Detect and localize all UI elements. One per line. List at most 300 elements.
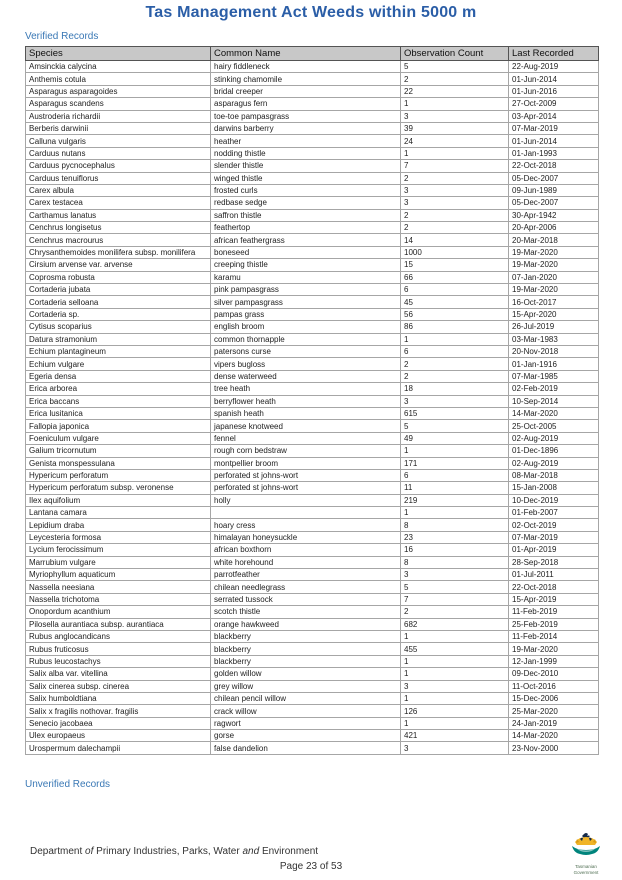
page-number: Page 23 of 53: [279, 861, 343, 872]
last-recorded-cell: 01-Jun-2016: [509, 85, 599, 97]
common-name-cell: chilean pencil willow: [211, 692, 401, 704]
last-recorded-cell: 11-Feb-2014: [509, 630, 599, 642]
table-row: [26, 209, 599, 221]
table-header-row: [26, 47, 599, 61]
table-row: [26, 593, 599, 605]
unverified-records-link[interactable]: Unverified Records: [25, 779, 111, 790]
last-recorded-cell: 01-Jun-2014: [509, 135, 599, 147]
weeds-table: [25, 46, 599, 755]
last-recorded-cell: 20-Nov-2018: [509, 345, 599, 357]
last-recorded-cell: 20-Mar-2018: [509, 234, 599, 246]
last-recorded-cell: 20-Apr-2006: [509, 222, 599, 234]
species-cell: Genista monspessulana: [26, 457, 211, 469]
species-cell: Salix cinerea subsp. cinerea: [26, 680, 211, 692]
last-recorded-cell: 12-Jan-1999: [509, 655, 599, 667]
weeds-table-body: [26, 61, 599, 755]
column-header-species: Species: [26, 47, 211, 61]
common-name-cell: common thornapple: [211, 333, 401, 345]
common-name-cell: hairy fiddleneck: [211, 61, 401, 73]
table-row: [26, 122, 599, 134]
species-cell: Urospermum dalechampii: [26, 742, 211, 754]
observation-count-cell: 7: [401, 593, 509, 605]
table-row: [26, 85, 599, 97]
last-recorded-cell: 07-Mar-1985: [509, 370, 599, 382]
verified-records-link[interactable]: Verified Records: [25, 31, 99, 42]
table-row: [26, 197, 599, 209]
species-cell: Amsinckia calycina: [26, 61, 211, 73]
last-recorded-cell: 23-Nov-2000: [509, 742, 599, 754]
table-row: [26, 581, 599, 593]
last-recorded-cell: 25-Feb-2019: [509, 618, 599, 630]
observation-count-cell: 1: [401, 655, 509, 667]
table-row: [26, 680, 599, 692]
species-cell: Rubus anglocandicans: [26, 630, 211, 642]
species-cell: Austroderia richardii: [26, 110, 211, 122]
table-row: [26, 544, 599, 556]
species-cell: Ilex aquifolium: [26, 494, 211, 506]
species-cell: Carthamus lanatus: [26, 209, 211, 221]
observation-count-cell: 8: [401, 556, 509, 568]
last-recorded-cell: 15-Dec-2006: [509, 692, 599, 704]
observation-count-cell: 1: [401, 668, 509, 680]
species-cell: Salix x fragilis nothovar. fragilis: [26, 705, 211, 717]
observation-count-cell: 1: [401, 717, 509, 729]
species-cell: Asparagus asparagoides: [26, 85, 211, 97]
species-cell: Cenchrus macrourus: [26, 234, 211, 246]
last-recorded-cell: 15-Apr-2019: [509, 593, 599, 605]
last-recorded-cell: 02-Aug-2019: [509, 457, 599, 469]
species-cell: Carex albula: [26, 184, 211, 196]
common-name-cell: patersons curse: [211, 345, 401, 357]
species-cell: Lycium ferocissimum: [26, 544, 211, 556]
common-name-cell: false dandelion: [211, 742, 401, 754]
common-name-cell: tree heath: [211, 383, 401, 395]
observation-count-cell: 15: [401, 259, 509, 271]
observation-count-cell: 5: [401, 420, 509, 432]
table-row: [26, 692, 599, 704]
species-cell: Leycesteria formosa: [26, 531, 211, 543]
observation-count-cell: 6: [401, 469, 509, 481]
last-recorded-cell: 16-Oct-2017: [509, 296, 599, 308]
common-name-cell: redbase sedge: [211, 197, 401, 209]
table-row: [26, 61, 599, 73]
common-name-cell: hoary cress: [211, 519, 401, 531]
observation-count-cell: 1: [401, 630, 509, 642]
common-name-cell: fennel: [211, 432, 401, 444]
footer-dept-of: of: [85, 846, 94, 857]
common-name-cell: berryflower heath: [211, 395, 401, 407]
species-cell: Nassella trichotoma: [26, 593, 211, 605]
logo-text-line1: Tasmanian: [575, 864, 597, 869]
observation-count-cell: 219: [401, 494, 509, 506]
table-row: [26, 172, 599, 184]
species-cell: Galium tricornutum: [26, 445, 211, 457]
species-cell: Nassella neesiana: [26, 581, 211, 593]
observation-count-cell: 2: [401, 222, 509, 234]
last-recorded-cell: 01-Jul-2011: [509, 569, 599, 581]
last-recorded-cell: 07-Mar-2019: [509, 531, 599, 543]
observation-count-cell: 1: [401, 445, 509, 457]
last-recorded-cell: 07-Mar-2019: [509, 122, 599, 134]
last-recorded-cell: 28-Sep-2018: [509, 556, 599, 568]
last-recorded-cell: 14-Mar-2020: [509, 730, 599, 742]
species-cell: Rubus leucostachys: [26, 655, 211, 667]
species-cell: Coprosma robusta: [26, 271, 211, 283]
table-row: [26, 234, 599, 246]
common-name-cell: scotch thistle: [211, 606, 401, 618]
species-cell: Erica lusitanica: [26, 407, 211, 419]
common-name-cell: asparagus fern: [211, 98, 401, 110]
species-cell: Cytisus scoparius: [26, 321, 211, 333]
column-header-last-recorded: Last Recorded: [509, 47, 599, 61]
table-row: [26, 259, 599, 271]
footer-dept-text: Environment: [259, 846, 319, 857]
table-row: [26, 457, 599, 469]
table-row: [26, 98, 599, 110]
table-row: [26, 519, 599, 531]
observation-count-cell: 86: [401, 321, 509, 333]
common-name-cell: rough corn bedstraw: [211, 445, 401, 457]
species-cell: Fallopia japonica: [26, 420, 211, 432]
last-recorded-cell: 01-Apr-2019: [509, 544, 599, 556]
common-name-cell: vipers bugloss: [211, 358, 401, 370]
common-name-cell: winged thistle: [211, 172, 401, 184]
observation-count-cell: 2: [401, 172, 509, 184]
common-name-cell: chilean needlegrass: [211, 581, 401, 593]
species-cell: Salix alba var. vitellina: [26, 668, 211, 680]
observation-count-cell: 3: [401, 680, 509, 692]
observation-count-cell: 1: [401, 333, 509, 345]
species-cell: Myriophyllum aquaticum: [26, 569, 211, 581]
species-cell: Cenchrus longisetus: [26, 222, 211, 234]
table-row: [26, 135, 599, 147]
last-recorded-cell: 22-Aug-2019: [509, 61, 599, 73]
last-recorded-cell: 26-Jul-2019: [509, 321, 599, 333]
observation-count-cell: 8: [401, 519, 509, 531]
page-title: Tas Management Act Weeds within 5000 m: [145, 4, 477, 21]
common-name-cell: boneseed: [211, 246, 401, 258]
observation-count-cell: 24: [401, 135, 509, 147]
last-recorded-cell: 19-Mar-2020: [509, 643, 599, 655]
footer-dept-and: and: [242, 846, 260, 857]
common-name-cell: blackberry: [211, 655, 401, 667]
common-name-cell: spanish heath: [211, 407, 401, 419]
last-recorded-cell: 03-Mar-1983: [509, 333, 599, 345]
common-name-cell: [211, 507, 401, 519]
common-name-cell: serrated tussock: [211, 593, 401, 605]
common-name-cell: pink pampasgrass: [211, 284, 401, 296]
table-row: [26, 445, 599, 457]
last-recorded-cell: 01-Jan-1993: [509, 147, 599, 159]
species-cell: Lantana camara: [26, 507, 211, 519]
species-cell: Onopordum acanthium: [26, 606, 211, 618]
common-name-cell: slender thistle: [211, 160, 401, 172]
common-name-cell: english broom: [211, 321, 401, 333]
species-cell: Cortaderia selloana: [26, 296, 211, 308]
common-name-cell: african feathergrass: [211, 234, 401, 246]
species-cell: Foeniculum vulgare: [26, 432, 211, 444]
species-cell: Marrubium vulgare: [26, 556, 211, 568]
last-recorded-cell: 22-Oct-2018: [509, 160, 599, 172]
common-name-cell: japanese knotweed: [211, 420, 401, 432]
common-name-cell: stinking chamomile: [211, 73, 401, 85]
table-row: [26, 284, 599, 296]
species-cell: Berberis darwinii: [26, 122, 211, 134]
table-row: [26, 655, 599, 667]
common-name-cell: heather: [211, 135, 401, 147]
table-row: [26, 531, 599, 543]
species-cell: Asparagus scandens: [26, 98, 211, 110]
table-row: [26, 742, 599, 754]
common-name-cell: african boxthorn: [211, 544, 401, 556]
last-recorded-cell: 19-Mar-2020: [509, 284, 599, 296]
common-name-cell: white horehound: [211, 556, 401, 568]
table-row: [26, 420, 599, 432]
last-recorded-cell: 24-Jan-2019: [509, 717, 599, 729]
observation-count-cell: 56: [401, 308, 509, 320]
common-name-cell: silver pampasgrass: [211, 296, 401, 308]
observation-count-cell: 45: [401, 296, 509, 308]
table-row: [26, 507, 599, 519]
species-cell: Echium plantagineum: [26, 345, 211, 357]
table-row: [26, 395, 599, 407]
column-header-common-name: Common Name: [211, 47, 401, 61]
last-recorded-cell: 05-Dec-2007: [509, 197, 599, 209]
table-row: [26, 73, 599, 85]
species-cell: Cortaderia jubata: [26, 284, 211, 296]
logo-text-line2: Government: [573, 869, 599, 875]
table-row: [26, 569, 599, 581]
observation-count-cell: 2: [401, 209, 509, 221]
observation-count-cell: 2: [401, 358, 509, 370]
last-recorded-cell: 05-Dec-2007: [509, 172, 599, 184]
table-row: [26, 730, 599, 742]
table-row: [26, 370, 599, 382]
last-recorded-cell: 01-Jun-2014: [509, 73, 599, 85]
common-name-cell: parrotfeather: [211, 569, 401, 581]
last-recorded-cell: 19-Mar-2020: [509, 246, 599, 258]
species-cell: Erica arborea: [26, 383, 211, 395]
observation-count-cell: 16: [401, 544, 509, 556]
species-cell: Carduus pycnocephalus: [26, 160, 211, 172]
common-name-cell: blackberry: [211, 630, 401, 642]
last-recorded-cell: 30-Apr-1942: [509, 209, 599, 221]
common-name-cell: perforated st johns-wort: [211, 482, 401, 494]
species-cell: Ulex europaeus: [26, 730, 211, 742]
last-recorded-cell: 02-Oct-2019: [509, 519, 599, 531]
observation-count-cell: 3: [401, 110, 509, 122]
common-name-cell: frosted curls: [211, 184, 401, 196]
species-cell: Carduus nutans: [26, 147, 211, 159]
common-name-cell: pampas grass: [211, 308, 401, 320]
species-cell: Chrysanthemoides monilifera subsp. monilifera: [26, 246, 211, 258]
last-recorded-cell: 03-Apr-2014: [509, 110, 599, 122]
common-name-cell: toe-toe pampasgrass: [211, 110, 401, 122]
observation-count-cell: 1000: [401, 246, 509, 258]
observation-count-cell: 1: [401, 507, 509, 519]
last-recorded-cell: 19-Mar-2020: [509, 259, 599, 271]
species-cell: Erica baccans: [26, 395, 211, 407]
common-name-cell: orange hawkweed: [211, 618, 401, 630]
table-row: [26, 308, 599, 320]
table-row: [26, 668, 599, 680]
table-row: [26, 618, 599, 630]
observation-count-cell: 5: [401, 581, 509, 593]
common-name-cell: darwins barberry: [211, 122, 401, 134]
observation-count-cell: 3: [401, 197, 509, 209]
common-name-cell: nodding thistle: [211, 147, 401, 159]
species-cell: Cirsium arvense var. arvense: [26, 259, 211, 271]
species-cell: Salix humboldtiana: [26, 692, 211, 704]
tasmanian-government-logo: [562, 833, 610, 875]
observation-count-cell: 2: [401, 606, 509, 618]
table-row: [26, 271, 599, 283]
table-row: [26, 469, 599, 481]
common-name-cell: golden willow: [211, 668, 401, 680]
species-cell: Echium vulgare: [26, 358, 211, 370]
table-row: [26, 296, 599, 308]
last-recorded-cell: 09-Jun-1989: [509, 184, 599, 196]
species-cell: Datura stramonium: [26, 333, 211, 345]
last-recorded-cell: 15-Apr-2020: [509, 308, 599, 320]
table-row: [26, 345, 599, 357]
observation-count-cell: 5: [401, 61, 509, 73]
common-name-cell: blackberry: [211, 643, 401, 655]
observation-count-cell: 126: [401, 705, 509, 717]
last-recorded-cell: 02-Feb-2019: [509, 383, 599, 395]
table-row: [26, 160, 599, 172]
species-cell: Carduus tenuiflorus: [26, 172, 211, 184]
table-row: [26, 643, 599, 655]
table-row: [26, 630, 599, 642]
last-recorded-cell: 10-Sep-2014: [509, 395, 599, 407]
species-cell: Lepidium draba: [26, 519, 211, 531]
table-row: [26, 556, 599, 568]
common-name-cell: montpellier broom: [211, 457, 401, 469]
table-row: [26, 222, 599, 234]
common-name-cell: gorse: [211, 730, 401, 742]
table-row: [26, 432, 599, 444]
last-recorded-cell: 11-Feb-2019: [509, 606, 599, 618]
observation-count-cell: 421: [401, 730, 509, 742]
table-row: [26, 383, 599, 395]
observation-count-cell: 49: [401, 432, 509, 444]
common-name-cell: karamu: [211, 271, 401, 283]
table-row: [26, 482, 599, 494]
species-cell: Senecio jacobaea: [26, 717, 211, 729]
observation-count-cell: 18: [401, 383, 509, 395]
last-recorded-cell: 09-Dec-2010: [509, 668, 599, 680]
observation-count-cell: 455: [401, 643, 509, 655]
observation-count-cell: 11: [401, 482, 509, 494]
observation-count-cell: 3: [401, 569, 509, 581]
table-row: [26, 358, 599, 370]
species-cell: Egeria densa: [26, 370, 211, 382]
table-row: [26, 246, 599, 258]
observation-count-cell: 1: [401, 98, 509, 110]
observation-count-cell: 171: [401, 457, 509, 469]
last-recorded-cell: 01-Jan-1916: [509, 358, 599, 370]
last-recorded-cell: 25-Oct-2005: [509, 420, 599, 432]
common-name-cell: dense waterweed: [211, 370, 401, 382]
species-cell: Hypericum perforatum: [26, 469, 211, 481]
last-recorded-cell: 07-Jan-2020: [509, 271, 599, 283]
observation-count-cell: 6: [401, 284, 509, 296]
last-recorded-cell: 25-Mar-2020: [509, 705, 599, 717]
common-name-cell: crack willow: [211, 705, 401, 717]
common-name-cell: bridal creeper: [211, 85, 401, 97]
common-name-cell: himalayan honeysuckle: [211, 531, 401, 543]
last-recorded-cell: 01-Dec-1896: [509, 445, 599, 457]
table-row: [26, 110, 599, 122]
observation-count-cell: 3: [401, 742, 509, 754]
observation-count-cell: 615: [401, 407, 509, 419]
observation-count-cell: 3: [401, 395, 509, 407]
table-row: [26, 606, 599, 618]
observation-count-cell: 682: [401, 618, 509, 630]
observation-count-cell: 1: [401, 692, 509, 704]
footer-dept-text: Department: [30, 846, 86, 857]
observation-count-cell: 22: [401, 85, 509, 97]
table-row: [26, 333, 599, 345]
species-cell: Carex testacea: [26, 197, 211, 209]
table-row: [26, 705, 599, 717]
common-name-cell: holly: [211, 494, 401, 506]
observation-count-cell: 7: [401, 160, 509, 172]
common-name-cell: grey willow: [211, 680, 401, 692]
tasmanian-government-crest-icon: [568, 833, 604, 859]
common-name-cell: ragwort: [211, 717, 401, 729]
common-name-cell: perforated st johns-wort: [211, 469, 401, 481]
table-row: [26, 147, 599, 159]
footer-department: [30, 846, 318, 857]
last-recorded-cell: 02-Aug-2019: [509, 432, 599, 444]
observation-count-cell: 3: [401, 184, 509, 196]
common-name-cell: creeping thistle: [211, 259, 401, 271]
species-cell: Anthemis cotula: [26, 73, 211, 85]
observation-count-cell: 14: [401, 234, 509, 246]
last-recorded-cell: 27-Oct-2009: [509, 98, 599, 110]
observation-count-cell: 23: [401, 531, 509, 543]
species-cell: Pilosella aurantiaca subsp. aurantiaca: [26, 618, 211, 630]
last-recorded-cell: 11-Oct-2016: [509, 680, 599, 692]
species-cell: Hypericum perforatum subsp. veronense: [26, 482, 211, 494]
observation-count-cell: 66: [401, 271, 509, 283]
common-name-cell: feathertop: [211, 222, 401, 234]
observation-count-cell: 39: [401, 122, 509, 134]
species-cell: Cortaderia sp.: [26, 308, 211, 320]
last-recorded-cell: 14-Mar-2020: [509, 407, 599, 419]
footer-dept-text: Primary Industries, Parks, Water: [93, 846, 243, 857]
last-recorded-cell: 15-Jan-2008: [509, 482, 599, 494]
observation-count-cell: 1: [401, 147, 509, 159]
species-cell: Calluna vulgaris: [26, 135, 211, 147]
table-row: [26, 321, 599, 333]
observation-count-cell: 6: [401, 345, 509, 357]
common-name-cell: saffron thistle: [211, 209, 401, 221]
last-recorded-cell: 01-Feb-2007: [509, 507, 599, 519]
table-row: [26, 494, 599, 506]
observation-count-cell: 2: [401, 370, 509, 382]
last-recorded-cell: 10-Dec-2019: [509, 494, 599, 506]
species-cell: Rubus fruticosus: [26, 643, 211, 655]
observation-count-cell: 2: [401, 73, 509, 85]
table-row: [26, 717, 599, 729]
table-row: [26, 184, 599, 196]
last-recorded-cell: 22-Oct-2018: [509, 581, 599, 593]
last-recorded-cell: 08-Mar-2018: [509, 469, 599, 481]
column-header-observation-count: Observation Count: [401, 47, 509, 61]
